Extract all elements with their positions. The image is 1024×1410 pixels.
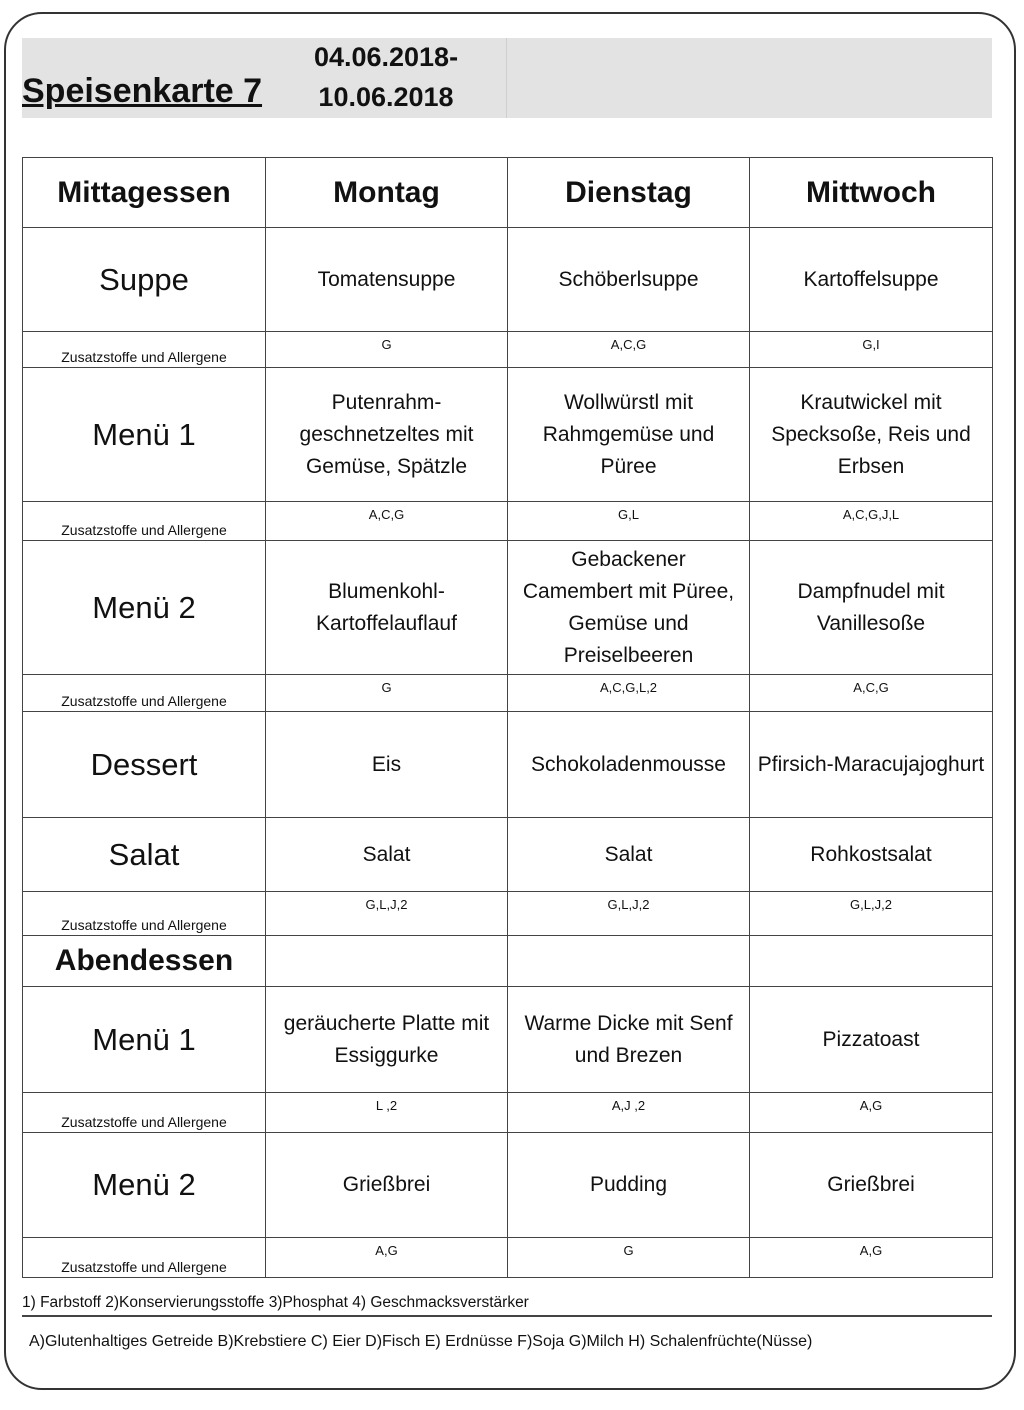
page-title: Speisenkarte 7 (22, 72, 263, 110)
dish-cell: Gebackener Camembert mit Püree, Gemüse und Preiselbeeren (508, 541, 750, 675)
row-allergens-dinner-menu2 (23, 1238, 993, 1278)
dish-cell: Pizzatoast (750, 987, 993, 1093)
dish-cell: Salat (508, 818, 750, 892)
date-range-end: 10.06.2018 (318, 82, 454, 112)
dish-cell: geräucherte Platte mit Essiggurke (266, 987, 508, 1093)
allergen-cell: L ,2 (266, 1093, 508, 1133)
dish-cell: Wollwürstl mit Rahmgemüse und Püree (508, 368, 750, 502)
dish-cell: Pudding (508, 1133, 750, 1238)
allergen-cell: A,C,G,L,2 (508, 675, 750, 712)
column-header-mittwoch: Mittwoch (750, 158, 993, 228)
allergen-cell: A,G (750, 1238, 993, 1278)
row-label-menu2: Menü 2 (23, 541, 266, 675)
column-header-dienstag: Dienstag (508, 158, 750, 228)
allergen-cell: A,J ,2 (508, 1093, 750, 1133)
dish-cell: Putenrahm-geschnetzeltes mit Gemüse, Spätzle (266, 368, 508, 502)
row-label-menu1: Menü 1 (23, 368, 266, 502)
allergen-row-label: Zusatzstoffe und Allergene (23, 892, 266, 936)
row-label-dinner-menu1: Menü 1 (23, 987, 266, 1093)
empty-cell (750, 936, 993, 987)
row-salat (23, 818, 993, 892)
row-label-suppe: Suppe (23, 228, 266, 332)
menu-table (22, 157, 993, 1278)
allergen-row-label: Zusatzstoffe und Allergene (23, 1238, 266, 1278)
row-dinner-menu2 (23, 1133, 993, 1238)
allergen-cell: A,G (266, 1238, 508, 1278)
allergen-cell: A,G (750, 1093, 993, 1133)
section-label-abendessen: Abendessen (23, 936, 266, 987)
row-dessert (23, 712, 993, 818)
column-header-mittagessen: Mittagessen (23, 158, 266, 228)
header-divider (506, 38, 507, 118)
row-allergens-menu2 (23, 675, 993, 712)
allergen-row-label: Zusatzstoffe und Allergene (23, 1093, 266, 1133)
allergen-cell: A,C,G (750, 675, 993, 712)
allergen-cell: G,L,J,2 (750, 892, 993, 936)
allergen-cell: A,C,G (266, 502, 508, 541)
row-label-dinner-menu2: Menü 2 (23, 1133, 266, 1238)
allergen-cell: A,C,G (508, 332, 750, 368)
dish-cell: Pfirsich-Maracujajoghurt (750, 712, 993, 818)
allergen-cell: G,L,J,2 (266, 892, 508, 936)
row-allergens-salat (23, 892, 993, 936)
allergen-cell: A,C,G,J,L (750, 502, 993, 541)
dish-cell: Tomatensuppe (266, 228, 508, 332)
allergen-row-label: Zusatzstoffe und Allergene (23, 332, 266, 368)
row-allergens-menu1 (23, 502, 993, 541)
row-allergens-dinner-menu1 (23, 1093, 993, 1133)
empty-cell (508, 936, 750, 987)
dish-cell: Krautwickel mit Specksoße, Reis und Erbsen (750, 368, 993, 502)
dish-cell: Grießbrei (750, 1133, 993, 1238)
header-row (23, 158, 993, 228)
allergen-row-label: Zusatzstoffe und Allergene (23, 675, 266, 712)
allergen-cell: G (266, 675, 508, 712)
dish-cell: Warme Dicke mit Senf und Brezen (508, 987, 750, 1093)
row-abendessen-header (23, 936, 993, 987)
allergens-legend: A)Glutenhaltiges Getreide B)Krebstiere C) Eier D)Fisch E) Erdnüsse F)Soja G)Milch H) Schalenfrüchte(Nüsse) (29, 1333, 813, 1350)
row-menu2 (23, 541, 993, 675)
allergen-cell: G,I (750, 332, 993, 368)
dish-cell: Schokoladenmousse (508, 712, 750, 818)
row-suppe (23, 228, 993, 332)
footer-divider (22, 1315, 992, 1317)
row-label-salat: Salat (23, 818, 266, 892)
allergen-cell: G,L,J,2 (508, 892, 750, 936)
dish-cell: Blumenkohl-Kartoffelauflauf (266, 541, 508, 675)
dish-cell: Rohkostsalat (750, 818, 993, 892)
allergen-cell: G (266, 332, 508, 368)
dish-cell: Kartoffelsuppe (750, 228, 993, 332)
empty-cell (266, 936, 508, 987)
allergen-cell: G (508, 1238, 750, 1278)
dish-cell: Schöberlsuppe (508, 228, 750, 332)
column-header-montag: Montag (266, 158, 508, 228)
row-dinner-menu1 (23, 987, 993, 1093)
dish-cell: Salat (266, 818, 508, 892)
row-label-dessert: Dessert (23, 712, 266, 818)
dish-cell: Grießbrei (266, 1133, 508, 1238)
row-menu1 (23, 368, 993, 502)
date-range-start: 04.06.2018- (313, 42, 459, 72)
dish-cell: Eis (266, 712, 508, 818)
dish-cell: Dampfnudel mit Vanillesoße (750, 541, 993, 675)
allergen-cell: G,L (508, 502, 750, 541)
allergen-row-label: Zusatzstoffe und Allergene (23, 502, 266, 541)
row-allergens-suppe (23, 332, 993, 368)
additives-legend: 1) Farbstoff 2)Konservierungsstoffe 3)Phosphat 4) Geschmacksverstärker (22, 1294, 529, 1311)
